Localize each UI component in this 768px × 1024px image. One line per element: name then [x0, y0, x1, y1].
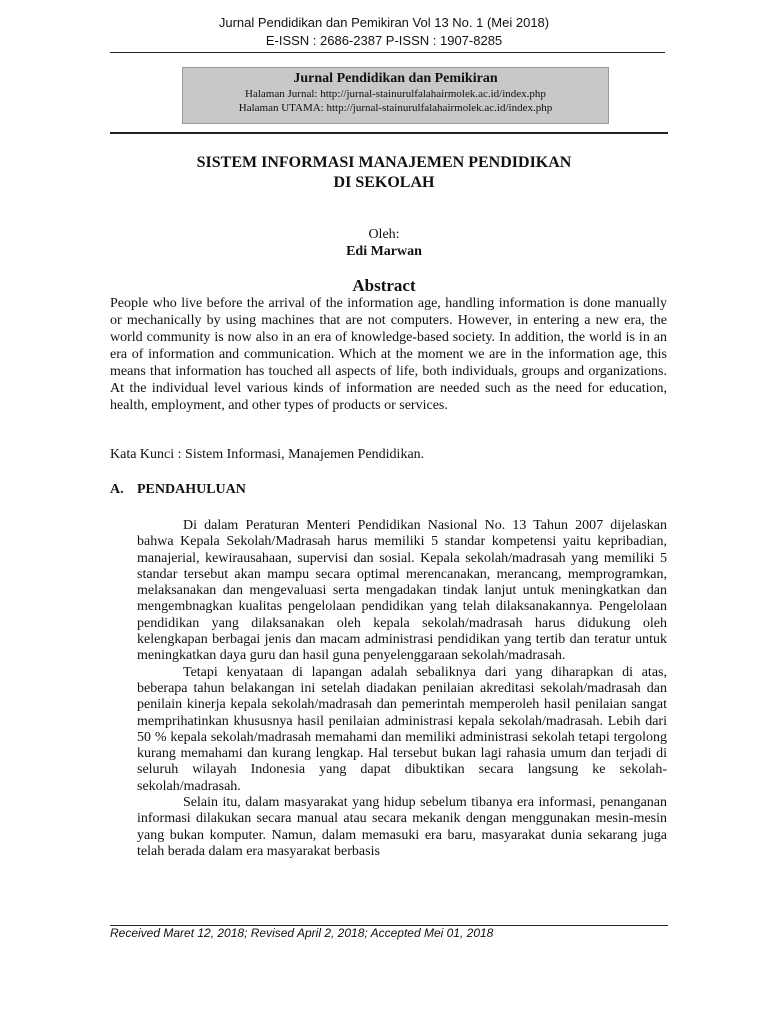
journal-page-link[interactable]: Halaman Jurnal: http://jurnal-stainurulfalahairmolek.ac.id/index.php [245, 88, 546, 100]
by-label: Oleh: [368, 227, 400, 242]
journal-header [0, 14, 768, 50]
article-title [0, 153, 768, 193]
article-title-line1: SISTEM INFORMASI MANAJEMEN PENDIDIKAN [196, 154, 572, 171]
journal-box-title: Jurnal Pendidikan dan Pemikiran [293, 71, 498, 86]
abstract-heading: Abstract [352, 276, 416, 295]
section-title: PENDAHULUAN [137, 482, 246, 497]
submission-dates: Received Maret 12, 2018; Revised April 2, 2018; Accepted Mei 01, 2018 [110, 926, 494, 940]
byline [0, 226, 768, 260]
keywords: Kata Kunci : Sistem Informasi, Manajemen Pendidikan. [110, 447, 425, 462]
main-page-link[interactable]: Halaman UTAMA: http://jurnal-stainurulfalahairmolek.ac.id/index.php [238, 102, 553, 114]
article-title-line2: DI SEKOLAH [333, 174, 435, 191]
header-divider [110, 52, 665, 53]
author-name: Edi Marwan [346, 244, 422, 259]
section-heading [110, 481, 246, 498]
journal-volume: Vol 13 No. 1 (Mei 2018) [408, 15, 550, 30]
paragraph: Di dalam Peraturan Menteri Pendidikan Nasional No. 13 Tahun 2007 dijelaskan bahwa Kepala Sekolah/Madrasah harus memiliki 5 standar kompetensi yaitu kepribadian, manajerial, kewirausahaan, supervisi dan sosial. Kepala sekolah/madrasah yang memiliki 5 standar tersebut akan mampu secara optimal merencanakan, merancang, memprogramkan, melaksanakan dan mengevaluasi serta mengadakan tindak lanjut untuk meningkatkan dan mengembnagkan kualitas pengelolaan pendidikan yang telah dilaksanakannya. Pengelolaan pendidikan yang dilaksanakan oleh kepala sekolah/madrasah harus didukung oleh kelengkapan berbagai jenis dan macam administrasi pendidikan yang tertib dan teratur untuk meningkatkan daya guru dan hasil guna penyelenggaraan sekolah/madrasah. [137, 518, 667, 664]
paragraph: Selain itu, dalam masyarakat yang hidup sebelum tibanya era informasi, penanganan informasi dilakukan secara manual atau secara mekanik dengan menggunakan mesin-mesin yang bukan komputer. Namun, dalam memasuki era baru, masyarakat dunia sekarang juga telah berada dalam era masyarakat berbasis [137, 795, 667, 859]
journal-info-box [182, 67, 609, 124]
journal-citation [0, 14, 768, 32]
abstract-text: People who live before the arrival of the information age, handling information is done manually or mechanically by using machines that are not computers. However, in entering a new era, the world community is now also in an era of knowledge-based society. In addition, the world is in an era of information and communication. Which at the moment we are in the information age, this means that information has touched all aspects of life, both individuals, groups and organizations. At the individual level various kinds of information are needed such as the need for education, health, employment, and other types of products or services. [110, 296, 667, 413]
journal-issn: E-ISSN : 2686-2387 P-ISSN : 1907-8285 [265, 33, 503, 48]
section-number: A. [110, 482, 124, 497]
journal-name: Jurnal Pendidikan dan Pemikiran [218, 15, 409, 30]
paragraph: Tetapi kenyataan di lapangan adalah sebaliknya dari yang diharapkan di atas, beberapa tahun belakangan ini setelah diadakan penilaian akreditasi sekolah/madrasah dan penilain kinerja kepala sekolah/madrasah dan pemerintah memperoleh hasil penilaian sangat memprihatinkan khususnya hasil penilaian administrasi kepala sekolah/madrasah. Lebih dari 50 % kepala sekolah/madrasah memahami dan memiliki administrasi sekolah tetapi tergolong kurang memahami dan kurang lengkap. Hal tersebut bukan lagi rahasia umum dan terjadi di seluruh wilayah Indonesia yang dapat dibuktikan secara langsung ke sekolah-sekolah/madrasah. [137, 664, 667, 794]
box-divider [110, 132, 668, 134]
section-body [137, 518, 667, 860]
